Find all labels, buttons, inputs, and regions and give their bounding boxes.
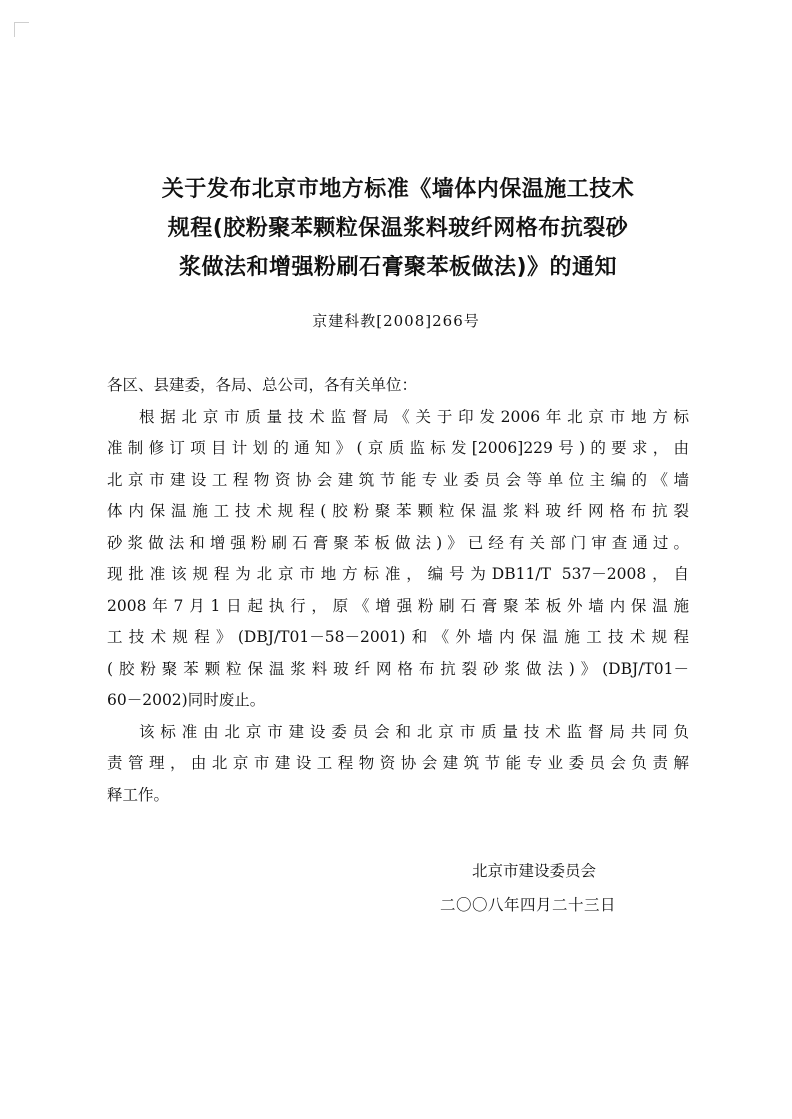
paragraph-1-line: 2008年7月1日起执行，原《增强粉刷石膏聚苯板外墙内保温施	[107, 596, 689, 615]
issuing-organization: 北京市建设委员会	[472, 862, 597, 880]
title-line-2: 规程(胶粉聚苯颗粒保温浆料玻纤网格布抗裂砂	[167, 216, 629, 241]
paragraph-1-line: 体内保温施工技术规程(胶粉聚苯颗粒保温浆料玻纤网格布抗裂	[107, 502, 689, 520]
paragraph-1-line: 准制修订项目计划的通知》(京质监标发[2006]229号)的要求，由	[107, 439, 689, 457]
paragraph-1-line: 现批准该规程为北京市地方标准，编号为DB11/T 537－2008，自	[107, 565, 689, 583]
scan-corner-mark	[14, 22, 29, 37]
title-line-3: 浆做法和增强粉刷石膏聚苯板做法)》的通知	[178, 255, 618, 280]
paragraph-2-line: 责管理，由北京市建设工程物资协会建筑节能专业委员会负责解	[107, 754, 689, 772]
paragraph-2-line: 释工作。	[107, 785, 170, 804]
notice-title	[100, 170, 696, 287]
issue-date: 二〇〇八年四月二十三日	[440, 896, 617, 914]
title-line-1: 关于发布北京市地方标准《墙体内保温施工技术	[161, 177, 635, 202]
paragraph-1-line: (胶粉聚苯颗粒保温浆料玻纤网格布抗裂砂浆做法)》(DBJ/T01－	[107, 659, 689, 678]
paragraph-2-line: 该标准由北京市建设委员会和北京市质量技术监督局共同负	[139, 722, 689, 741]
salutation: 各区、县建委，各局、总公司，各有关单位：	[107, 376, 418, 394]
signature-block	[440, 854, 640, 922]
paragraph-1-line: 北京市建设工程物资协会建筑节能专业委员会等单位主编的《墙	[107, 470, 689, 489]
paragraph-1-line: 根据北京市质量技术监督局《关于印发2006年北京市地方标	[139, 407, 689, 426]
paragraph-1-line: 砂浆做法和增强粉刷石膏聚苯板做法)》已经有关部门审查通过。	[107, 533, 689, 552]
notice-body	[107, 370, 689, 811]
document-number: 京建科教[2008]266号	[312, 312, 480, 330]
paragraph-1-line: 工技术规程》(DBJ/T01－58－2001)和《外墙内保温施工技术规程	[107, 628, 689, 646]
paragraph-1-line: 60－2002)同时废止。	[107, 691, 266, 709]
